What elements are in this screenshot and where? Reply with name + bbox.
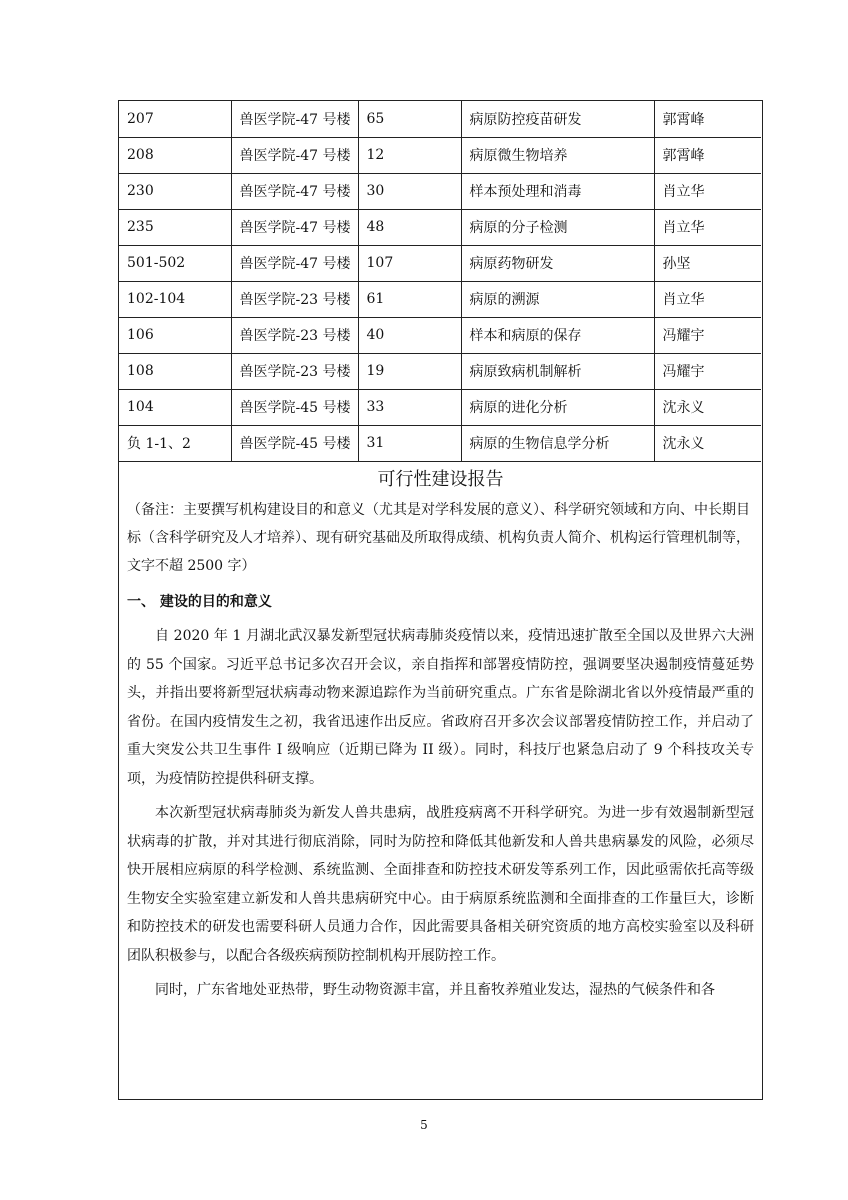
cell-function: 病原药物研发: [461, 245, 654, 281]
section-heading-purpose: 一、 建设的目的和意义: [127, 594, 272, 610]
cell-function: 病原防控疫苗研发: [461, 101, 654, 137]
paragraph-1: 自 2020 年 1 月湖北武汉暴发新型冠状病毒肺炎疫情以来，疫情迅速扩散至全国以及世界六大洲的 55 个国家。习近平总书记多次召开会议，亲自指挥和部署疫情防控，强调要坚决遏制疫情蔓延势头，并指出要将新型冠状病毒动物来源追踪作为当前研究重点。广东省是除湖北省以外疫情最严重的省份。在国内疫情发生之初，我省迅速作出反应。省政府召开多次会议部署疫情防控工作，并启动了重大突发公共卫生事件 I 级响应（近期已降为 II 级）。同时，科技厅也紧急启动了 9 个科技攻关专项，为疫情防控提供科研支撑。: [127, 628, 754, 787]
cell-function: 病原微生物培养: [461, 137, 654, 173]
cell-building: 兽医学院-47 号楼: [231, 245, 358, 281]
table-row: [119, 245, 761, 281]
lab-room-table-body: [119, 101, 761, 461]
cell-person-in-charge: 郭霄峰: [654, 137, 761, 173]
table-row: [119, 281, 761, 317]
cell-building: 兽医学院-47 号楼: [231, 101, 358, 137]
cell-area: 40: [358, 317, 461, 353]
cell-person-in-charge: 孙坚: [654, 245, 761, 281]
lab-room-table: [119, 101, 761, 462]
cell-building: 兽医学院-47 号楼: [231, 209, 358, 245]
cell-room-number: 501-502: [119, 245, 231, 281]
cell-room-number: 235: [119, 209, 231, 245]
cell-room-number: 104: [119, 389, 231, 425]
paragraph-2: 本次新型冠状病毒肺炎为新发人兽共患病，战胜疫病离不开科学研究。为进一步有效遏制新型冠状病毒的扩散，并对其进行彻底消除，同时为防控和降低其他新发和人兽共患病暴发的风险，必须尽快开展相应病原的科学检测、系统监测、全面排查和防控技术研发等系列工作，因此亟需依托高等级生物安全实验室建立新发和人兽共患病研究中心。由于病原系统监测和全面排查的工作量巨大，诊断和防控技术的研发也需要科研人员通力合作，因此需要具备相关研究资质的地方高校实验室以及科研团队积极参与，以配合各级疾病预防控制机构开展防控工作。: [127, 805, 754, 964]
cell-room-number: 102-104: [119, 281, 231, 317]
table-row: [119, 209, 761, 245]
cell-area: 107: [358, 245, 461, 281]
cell-building: 兽医学院-45 号楼: [231, 389, 358, 425]
cell-person-in-charge: 冯耀宇: [654, 317, 761, 353]
cell-area: 19: [358, 353, 461, 389]
cell-area: 31: [358, 425, 461, 461]
cell-area: 12: [358, 137, 461, 173]
cell-building: 兽医学院-23 号楼: [231, 317, 358, 353]
cell-function: 病原的进化分析: [461, 389, 654, 425]
table-row: [119, 317, 761, 353]
feasibility-report-section: [119, 464, 762, 1005]
cell-building: 兽医学院-47 号楼: [231, 173, 358, 209]
table-row: [119, 101, 761, 137]
report-title: 可行性建设报告: [377, 469, 504, 490]
cell-area: 61: [358, 281, 461, 317]
table-row: [119, 389, 761, 425]
paragraph-3: 同时，广东省地处亚热带，野生动物资源丰富，并且畜牧养殖业发达，湿热的气候条件和各: [155, 982, 715, 998]
cell-area: 48: [358, 209, 461, 245]
cell-person-in-charge: 肖立华: [654, 173, 761, 209]
cell-area: 30: [358, 173, 461, 209]
page-number: 5: [420, 1118, 428, 1132]
cell-building: 兽医学院-47 号楼: [231, 137, 358, 173]
cell-area: 65: [358, 101, 461, 137]
cell-function: 病原的生物信息学分析: [461, 425, 654, 461]
cell-building: 兽医学院-23 号楼: [231, 353, 358, 389]
cell-room-number: 208: [119, 137, 231, 173]
cell-room-number: 106: [119, 317, 231, 353]
cell-room-number: 230: [119, 173, 231, 209]
cell-room-number: 108: [119, 353, 231, 389]
cell-person-in-charge: 沈永义: [654, 425, 761, 461]
cell-person-in-charge: 郭霄峰: [654, 101, 761, 137]
cell-function: 病原致病机制解析: [461, 353, 654, 389]
cell-function: 病原的分子检测: [461, 209, 654, 245]
cell-person-in-charge: 肖立华: [654, 281, 761, 317]
cell-area: 33: [358, 389, 461, 425]
table-row: [119, 353, 761, 389]
cell-person-in-charge: 沈永义: [654, 389, 761, 425]
document-frame: [118, 100, 763, 1100]
cell-person-in-charge: 肖立华: [654, 209, 761, 245]
table-row: [119, 137, 761, 173]
cell-room-number: 207: [119, 101, 231, 137]
cell-function: 病原的溯源: [461, 281, 654, 317]
cell-building: 兽医学院-45 号楼: [231, 425, 358, 461]
report-note: （备注：主要撰写机构建设目的和意义（尤其是对学科发展的意义）、科学研究领域和方向、中长期目标（含科学研究及人才培养）、现有研究基础及所取得成绩、机构负责人简介、机构运行管理机制等，文字不超 2500 字）: [127, 502, 750, 574]
cell-function: 样本和病原的保存: [461, 317, 654, 353]
cell-function: 样本预处理和消毒: [461, 173, 654, 209]
table-row: [119, 173, 761, 209]
table-row: [119, 425, 761, 461]
cell-person-in-charge: 冯耀宇: [654, 353, 761, 389]
cell-building: 兽医学院-23 号楼: [231, 281, 358, 317]
cell-room-number: 负 1-1、2: [119, 425, 231, 461]
